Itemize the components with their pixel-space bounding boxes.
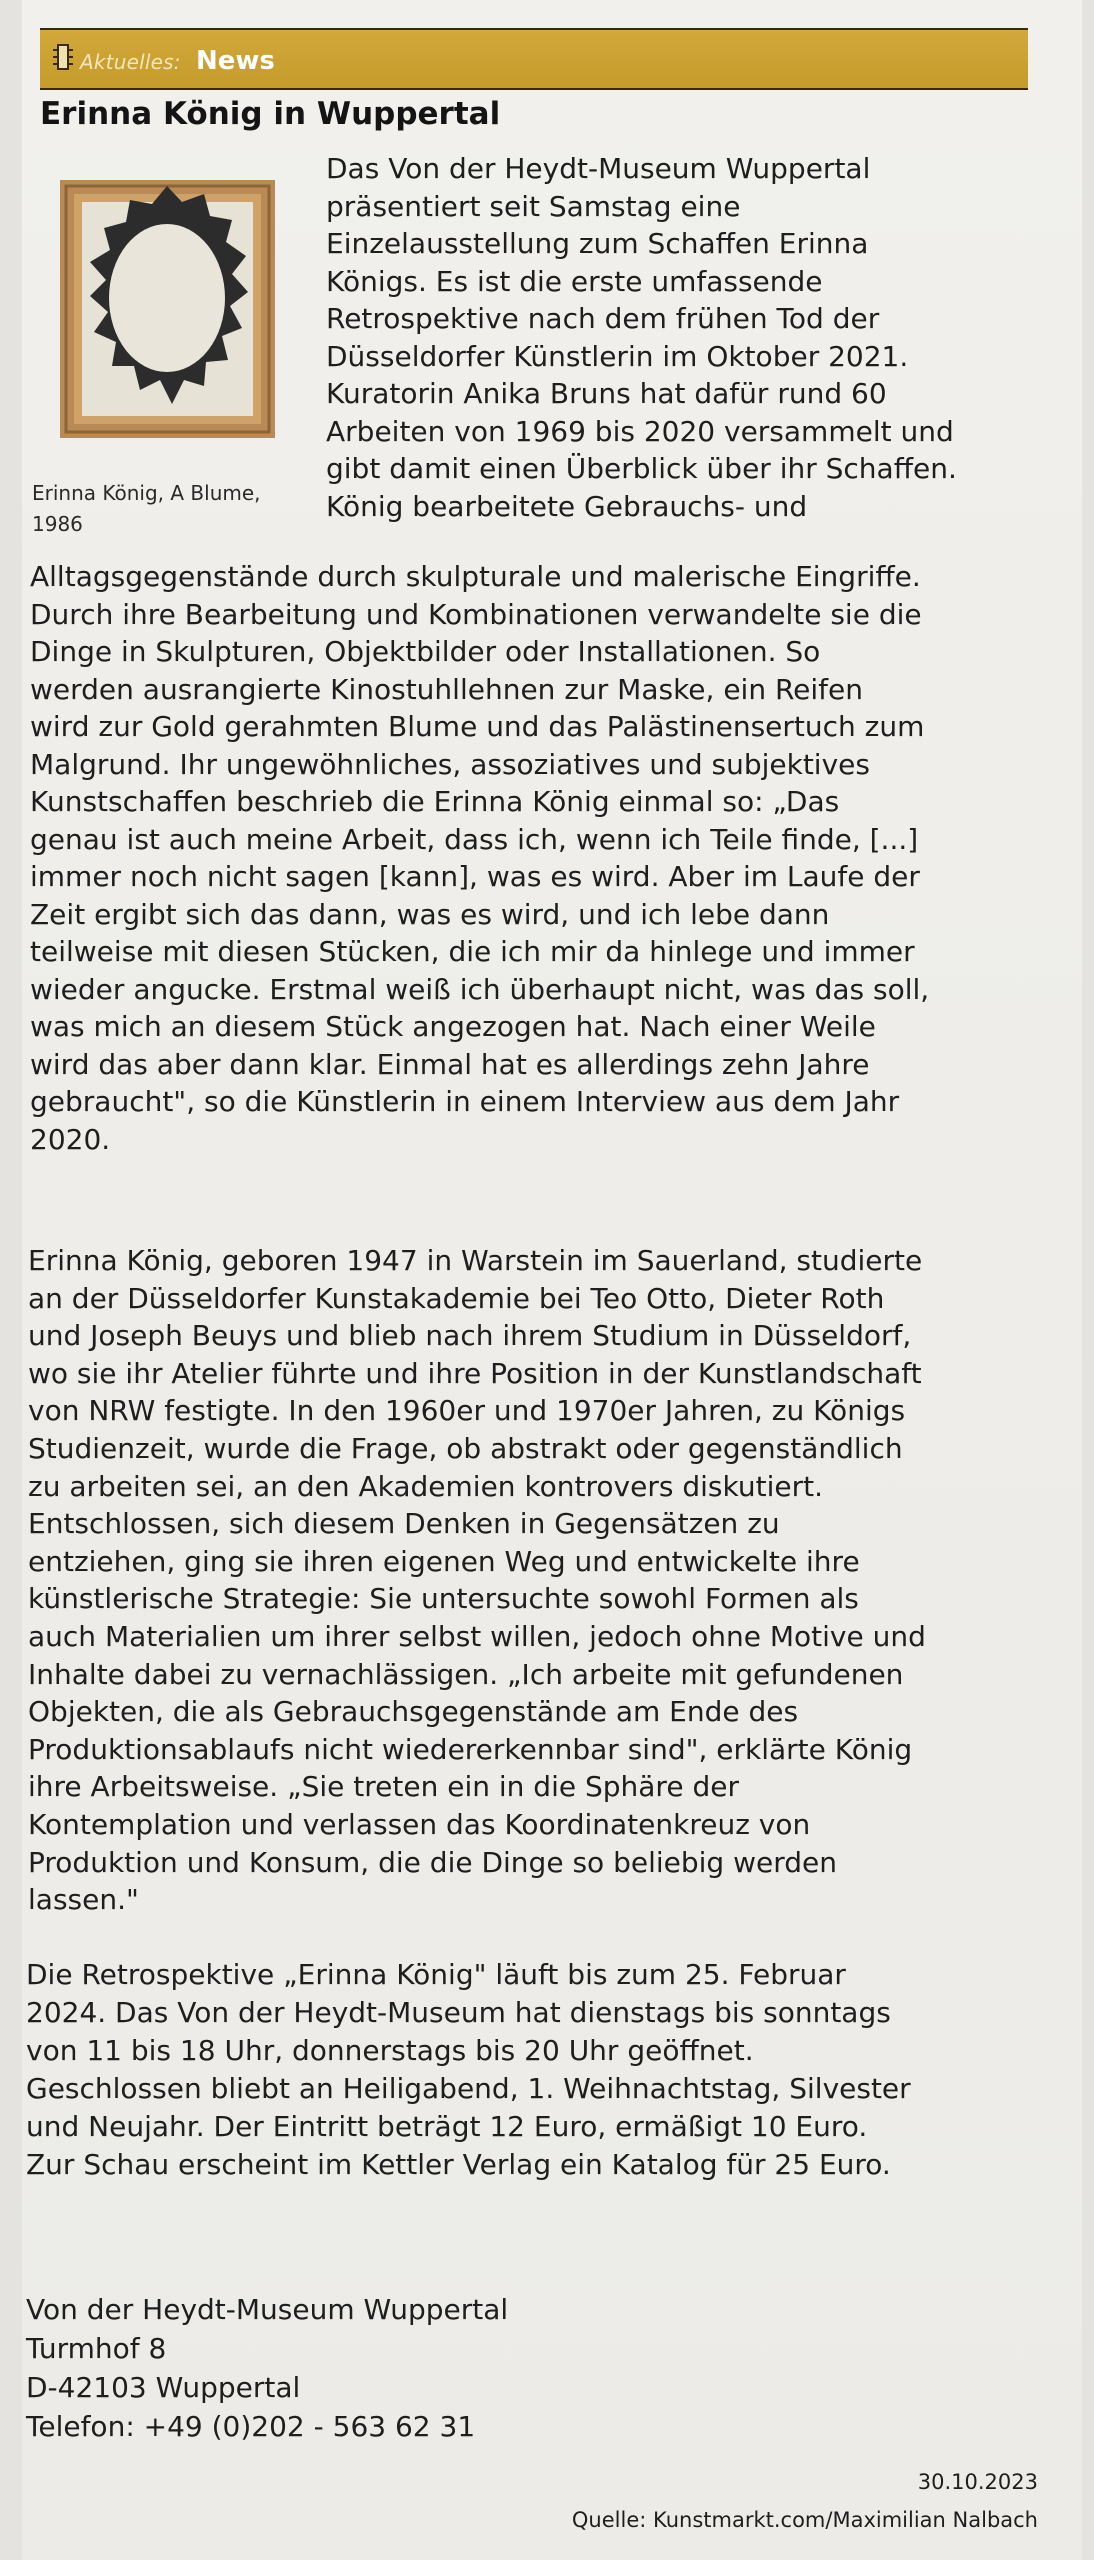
- paragraph-exhibition-info: [26, 1956, 911, 2184]
- text-line: entziehen, ging sie ihren eigenen Weg und entwickelte ihre: [28, 1544, 860, 1578]
- museum-address: [26, 2290, 508, 2446]
- text-line: Die Retrospektive „Erinna König" läuft bis zum 25. Februar: [26, 1958, 846, 1991]
- news-banner: [40, 28, 1028, 90]
- address-city: D-42103 Wuppertal: [26, 2371, 301, 2404]
- text-line: 2024. Das Von der Heydt-Museum hat dienstags bis sonntags: [26, 1996, 891, 2029]
- address-phone: Telefon: +49 (0)202 - 563 62 31: [26, 2410, 476, 2443]
- article-headline: Erinna König in Wuppertal: [40, 96, 501, 132]
- paragraph-biography: [28, 1242, 926, 1919]
- text-line: genau ist auch meine Arbeit, dass ich, wenn ich Teile finde, [...]: [30, 822, 919, 856]
- text-line: gibt damit einen Überblick über ihr Schaffen.: [326, 452, 957, 485]
- article-source: Quelle: Kunstmarkt.com/Maximilian Nalbach: [571, 2508, 1038, 2532]
- text-line: Entschlossen, sich diesem Denken in Gegensätzen zu: [28, 1507, 780, 1541]
- text-line: 2020.: [30, 1122, 111, 1156]
- text-line: Kunstschaffen beschrieb die Erinna König einmal so: „Das: [30, 785, 840, 818]
- text-line: wird zur Gold gerahmten Blume und das Palästinensertuch zum: [30, 710, 925, 743]
- text-line: Kuratorin Anika Bruns hat dafür rund 60: [326, 377, 887, 410]
- caption-line: 1986: [32, 512, 83, 536]
- artwork-image: [60, 180, 275, 438]
- text-line: künstlerische Strategie: Sie untersuchte sowohl Formen als: [28, 1582, 859, 1616]
- paragraph-intro-wrapped: [326, 150, 957, 525]
- address-street: Turmhof 8: [26, 2332, 167, 2365]
- banner-title: News: [196, 46, 275, 76]
- text-line: wo sie ihr Atelier führte und ihre Position in der Kunstlandschaft: [28, 1356, 922, 1390]
- text-line: Produktionsablaufs nicht wiedererkennbar sind", erklärte König: [28, 1732, 913, 1766]
- news-icon: [52, 42, 74, 72]
- text-line: Malgrund. Ihr ungewöhnliches, assoziatives und subjektives: [30, 747, 870, 781]
- text-line: Objekten, die als Gebrauchsgegenstände am Ende des: [28, 1695, 799, 1729]
- text-line: wird das aber dann klar. Einmal hat es allerdings zehn Jahre: [30, 1047, 870, 1081]
- text-line: und Joseph Beuys und blieb nach ihrem Studium in Düsseldorf,: [28, 1319, 912, 1353]
- article-date: 30.10.2023: [917, 2470, 1038, 2494]
- text-line: und Neujahr. Der Eintritt beträgt 12 Euro, ermäßigt 10 Euro.: [26, 2110, 868, 2143]
- text-line: an der Düsseldorfer Kunstakademie bei Teo Otto, Dieter Roth: [28, 1281, 885, 1315]
- text-line: präsentiert seit Samstag eine: [326, 189, 741, 223]
- text-line: teilweise mit diesen Stücken, die ich mir da hinlege und immer: [30, 935, 915, 968]
- banner-prefix: Aktuelles:: [80, 50, 181, 74]
- text-line: von NRW festigte. In den 1960er und 1970er Jahren, zu Königs: [28, 1394, 906, 1428]
- text-line: was mich an diesem Stück angezogen hat. Nach einer Weile: [30, 1010, 876, 1043]
- caption-line: Erinna König, A Blume,: [32, 481, 261, 505]
- image-caption: [32, 478, 332, 540]
- text-line: König bearbeitete Gebrauchs- und: [326, 489, 808, 523]
- text-line: wieder angucke. Erstmal weiß ich überhaupt nicht, was das soll,: [30, 972, 930, 1006]
- text-line: Das Von der Heydt-Museum Wuppertal: [326, 152, 871, 185]
- text-line: Dinge in Skulpturen, Objektbilder oder Installationen. So: [30, 635, 821, 668]
- text-line: Einzelausstellung zum Schaffen Erinna: [326, 227, 869, 260]
- text-line: Inhalte dabei zu vernachlässigen. „Ich arbeite mit gefundenen: [28, 1657, 904, 1691]
- address-name: Von der Heydt-Museum Wuppertal: [26, 2293, 509, 2326]
- text-line: immer noch nicht sagen [kann], was es wird. Aber im Laufe der: [30, 860, 920, 893]
- text-line: ihre Arbeitsweise. „Sie treten ein in die Sphäre der: [28, 1770, 739, 1804]
- text-line: Retrospektive nach dem frühen Tod der: [326, 302, 880, 335]
- text-line: Zeit ergibt sich das dann, was es wird, und ich lebe dann: [30, 897, 830, 931]
- text-line: Alltagsgegenstände durch skulpturale und malerische Eingriffe.: [30, 560, 921, 593]
- text-line: lassen.": [28, 1883, 139, 1917]
- text-line: Durch ihre Bearbeitung und Kombinationen verwandelte sie die: [30, 597, 922, 631]
- text-line: Königs. Es ist die erste umfassende: [326, 264, 823, 298]
- text-line: Studienzeit, wurde die Frage, ob abstrakt oder gegenständlich: [28, 1431, 903, 1465]
- text-line: auch Materialien um ihrer selbst willen, jedoch ohne Motive und: [28, 1619, 926, 1653]
- text-line: Kontemplation und verlassen das Koordinatenkreuz von: [28, 1807, 811, 1841]
- text-line: zu arbeiten sei, an den Akademien kontrovers diskutiert.: [28, 1469, 823, 1503]
- text-line: Zur Schau erscheint im Kettler Verlag ein Katalog für 25 Euro.: [26, 2148, 891, 2181]
- text-line: Arbeiten von 1969 bis 2020 versammelt und: [326, 414, 954, 448]
- text-line: Geschlossen bliebt an Heiligabend, 1. Weihnachtstag, Silvester: [26, 2072, 911, 2105]
- text-line: gebraucht", so die Künstlerin in einem Interview aus dem Jahr: [30, 1085, 900, 1118]
- text-line: Produktion und Konsum, die die Dinge so beliebig werden: [28, 1845, 837, 1879]
- text-line: Erinna König, geboren 1947 in Warstein im Sauerland, studierte: [28, 1244, 923, 1277]
- paragraph-intro-continued: [30, 558, 929, 1158]
- news-article-page: [22, 0, 1082, 2560]
- text-line: Düsseldorfer Künstlerin im Oktober 2021.: [326, 339, 909, 373]
- text-line: werden ausrangierte Kinostuhllehnen zur Maske, ein Reifen: [30, 672, 864, 706]
- text-line: von 11 bis 18 Uhr, donnerstags bis 20 Uhr geöffnet.: [26, 2034, 754, 2067]
